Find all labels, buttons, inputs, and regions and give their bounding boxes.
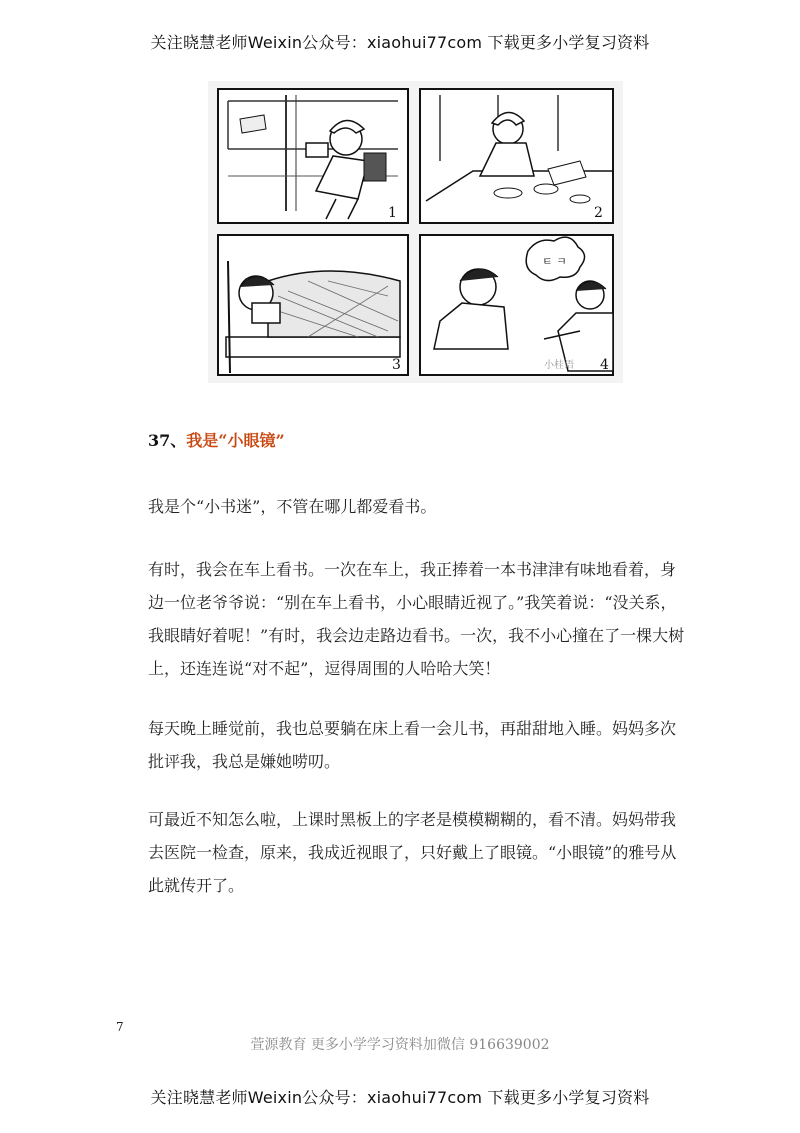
paragraph-3 <box>148 712 688 778</box>
comic-watermark: 小桂语 <box>544 360 574 371</box>
comic-panel-3 <box>218 235 408 375</box>
panel-number-4: 4 <box>600 357 609 373</box>
article-number: 37、 <box>148 431 187 450</box>
paragraph-2 <box>148 553 688 685</box>
header-banner: 关注晓慧老师Weixin公众号：xiaohui77com 下载更多小学复习资料 <box>150 33 650 52</box>
comic-panel-4 <box>420 235 613 375</box>
comic-strip-image <box>208 81 623 383</box>
speech-bubble-text: ㅌ ㅋ <box>542 255 567 268</box>
comic-panel-1 <box>218 89 408 223</box>
article-title <box>148 428 285 451</box>
comic-panel-2 <box>420 89 613 223</box>
panel-number-3: 3 <box>392 357 401 373</box>
panel-number-2: 2 <box>594 205 603 221</box>
footer-banner: 关注晓慧老师Weixin公众号：xiaohui77com 下载更多小学复习资料 <box>150 1088 650 1107</box>
footer-ad: 萱源教育 更多小学学习资料加微信 916639002 <box>250 1037 550 1053</box>
panel-number-1: 1 <box>388 205 397 221</box>
paragraph-2-text: 有时，我会在车上看书。一次在车上，我正捧着一本书津津有味地看着，身边一位老爷爷说：“别在车上看书，小心眼睛近视了。”我笑着说：“没关系，我眼睛好着呢！”有时，我会边走路边看书。一次，我不小心撞在了一棵大树上，还连连说“对不起”，逗得周围的人哈哈大笑！ <box>148 560 685 678</box>
article-title-text: 我是“小眼镜” <box>186 431 285 450</box>
page-number: 7 <box>116 1020 124 1034</box>
paragraph-4-text: 可最近不知怎么啦，上课时黑板上的字老是模模糊糊的，看不清。妈妈带我去医院一检查，原来，我成近视眼了，只好戴上了眼镜。“小眼镜”的雅号从此就传开了。 <box>148 810 677 895</box>
paragraph-4 <box>148 803 688 902</box>
paragraph-1 <box>148 490 688 523</box>
paragraph-3-text: 每天晚上睡觉前，我也总要躺在床上看一会儿书，再甜甜地入睡。妈妈多次批评我，我总是嫌她唠叨。 <box>148 719 677 771</box>
paragraph-1-text: 我是个“小书迷”，不管在哪儿都爱看书。 <box>148 497 437 516</box>
